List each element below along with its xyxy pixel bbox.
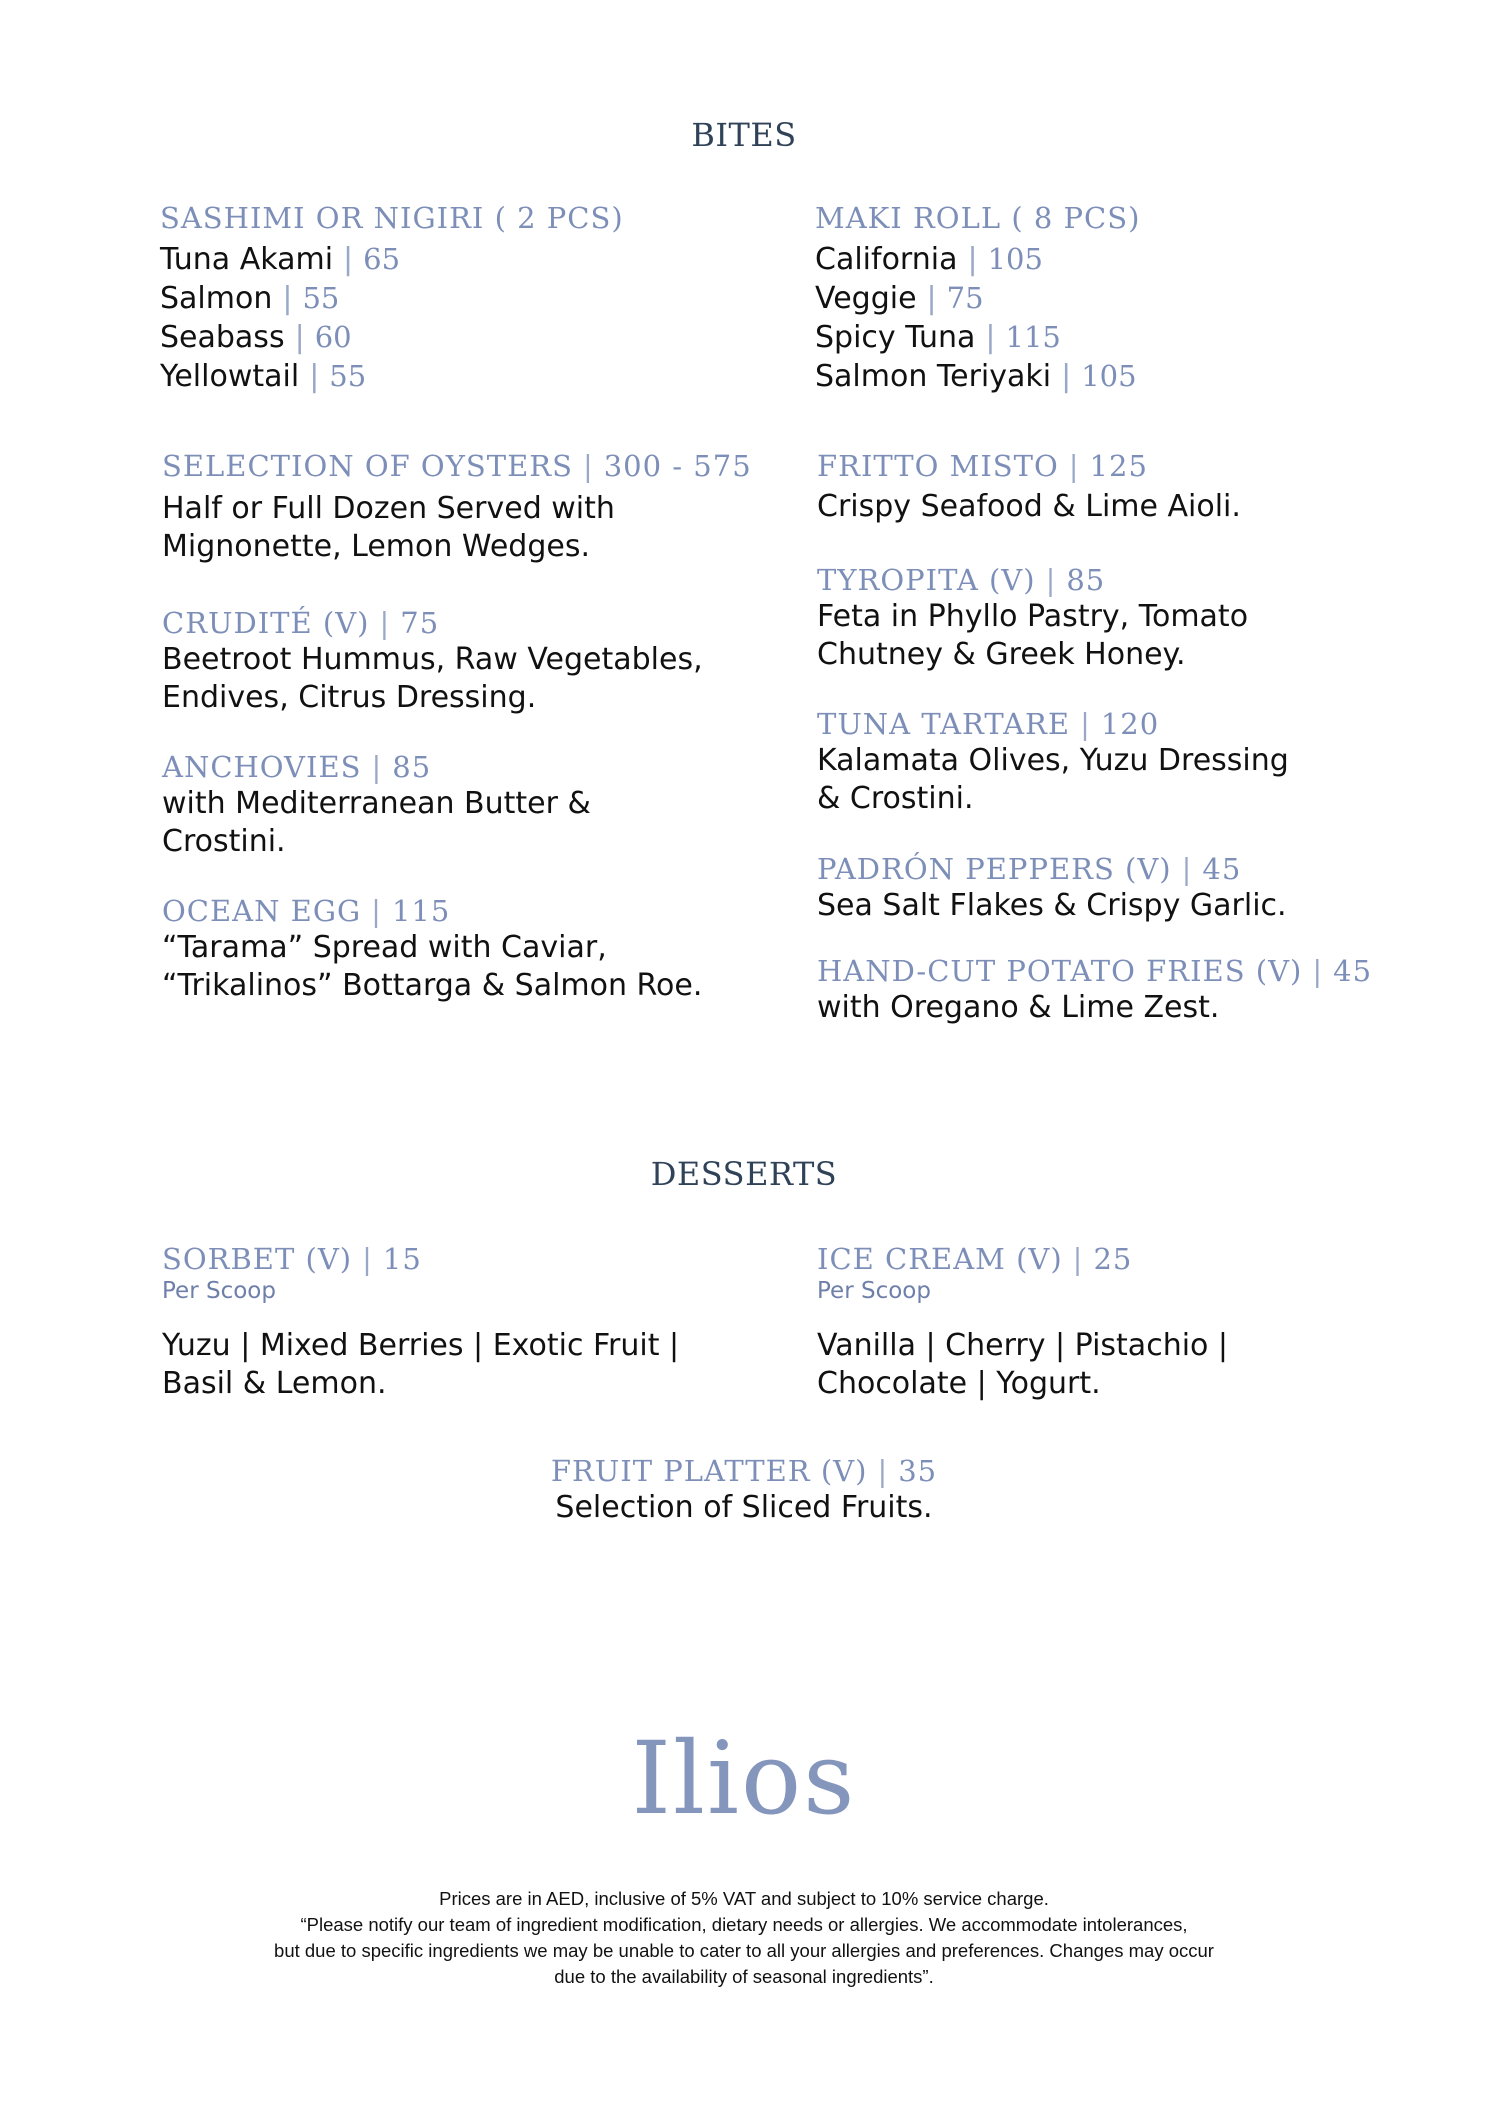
- ocean-egg-price: 115: [391, 894, 451, 928]
- bites-title: BITES: [691, 116, 797, 154]
- oysters-desc-1: Half or Full Dozen Served with: [162, 491, 615, 526]
- fruit-price: 35: [898, 1454, 938, 1488]
- fritto-item: FRITTO MISTO | 125 Crispy Seafood & Lime Aioli.: [817, 448, 1457, 526]
- anchovies-item: ANCHOVIES | 85 with Mediterranean Butter & Crostini.: [162, 749, 802, 861]
- tuna-tartare-item: TUNA TARTARE | 120 Kalamata Olives, Yuzu Dressing & Crostini.: [817, 706, 1457, 818]
- list-item: Tuna Akami | 65: [160, 242, 401, 277]
- tuna-tartare-name: TUNA TARTARE: [817, 707, 1071, 741]
- tyropita-price: 85: [1066, 563, 1106, 597]
- brand-logo: Ilios: [631, 1720, 857, 1837]
- maki-section: [815, 200, 1455, 396]
- oysters-name: SELECTION OF OYSTERS: [162, 449, 573, 483]
- fruit-desc-1: Selection of Sliced Fruits.: [555, 1490, 933, 1525]
- fries-item: HAND-CUT POTATO FRIES (V) | 45 with Oregano & Lime Zest.: [817, 953, 1457, 1027]
- tyropita-item: TYROPITA (V) | 85 Feta in Phyllo Pastry, Tomato Chutney & Greek Honey.: [817, 562, 1457, 674]
- padron-desc-1: Sea Salt Flakes & Crispy Garlic.: [817, 888, 1287, 923]
- fries-desc-1: with Oregano & Lime Zest.: [817, 990, 1220, 1025]
- ice-cream-price: 25: [1093, 1242, 1133, 1276]
- sorbet-sub: Per Scoop: [162, 1278, 276, 1304]
- footer-line-4: due to the availability of seasonal ingredients”.: [554, 1966, 934, 1987]
- desserts-title: DESSERTS: [650, 1155, 838, 1193]
- ice-cream-item: ICE CREAM (V) | 25 Per Scoop Vanilla | Cherry | Pistachio | Chocolate | Yogurt.: [817, 1241, 1457, 1403]
- list-item: Spicy Tuna | 115: [815, 320, 1061, 355]
- list-item: Seabass | 60: [160, 320, 352, 355]
- oysters-item: SELECTION OF OYSTERS | 300 - 575 Half or Full Dozen Served with Mignonette, Lemon Wedges.: [162, 448, 802, 566]
- ice-cream-desc-2: Chocolate | Yogurt.: [817, 1366, 1101, 1401]
- fritto-name: FRITTO MISTO: [817, 449, 1059, 483]
- list-item: Yellowtail | 55: [160, 359, 367, 394]
- list-item: Veggie | 75: [815, 281, 984, 316]
- crudite-price: 75: [400, 606, 440, 640]
- fries-price: 45: [1333, 954, 1373, 988]
- fruit-item: FRUIT PLATTER (V) | 35 Selection of Sliced Fruits.: [0, 1453, 1488, 1527]
- fritto-price: 125: [1089, 449, 1148, 483]
- ocean-egg-desc-2: “Trikalinos” Bottarga & Salmon Roe.: [162, 968, 703, 1003]
- ice-cream-sub: Per Scoop: [817, 1278, 931, 1304]
- anchovies-name: ANCHOVIES: [162, 750, 362, 784]
- tuna-tartare-desc-2: & Crostini.: [817, 781, 974, 816]
- crudite-item: CRUDITÉ (V) | 75 Beetroot Hummus, Raw Vegetables, Endives, Citrus Dressing.: [162, 605, 802, 717]
- fritto-desc-1: Crispy Seafood & Lime Aioli.: [817, 489, 1241, 524]
- sorbet-desc-2: Basil & Lemon.: [162, 1366, 387, 1401]
- list-item: Salmon | 55: [160, 281, 340, 316]
- padron-price: 45: [1202, 852, 1242, 886]
- crudite-desc-2: Endives, Citrus Dressing.: [162, 680, 537, 715]
- sashimi-heading: SASHIMI OR NIGIRI ( 2 PCS): [160, 201, 624, 235]
- anchovies-price: 85: [392, 750, 432, 784]
- padron-item: PADRÓN PEPPERS (V) | 45 Sea Salt Flakes & Crispy Garlic.: [817, 851, 1457, 925]
- sorbet-desc-1: Yuzu | Mixed Berries | Exotic Fruit |: [162, 1328, 680, 1363]
- sorbet-item: SORBET (V) | 15 Per Scoop Yuzu | Mixed Berries | Exotic Fruit | Basil & Lemon.: [162, 1241, 802, 1403]
- ocean-egg-name: OCEAN EGG: [162, 894, 362, 928]
- sashimi-section: [160, 200, 800, 396]
- padron-name: PADRÓN PEPPERS (V): [817, 852, 1172, 886]
- tuna-tartare-price: 120: [1100, 707, 1160, 741]
- list-item: Salmon Teriyaki | 105: [815, 359, 1137, 394]
- footer-notes: [0, 1886, 1488, 1990]
- ice-cream-name: ICE CREAM (V): [817, 1242, 1063, 1276]
- tyropita-desc-2: Chutney & Greek Honey.: [817, 637, 1186, 672]
- ocean-egg-item: OCEAN EGG | 115 “Tarama” Spread with Caviar, “Trikalinos” Bottarga & Salmon Roe.: [162, 893, 802, 1005]
- footer-line-3: but due to specific ingredients we may be unable to cater to all your allergies and preferences. Changes may occur: [274, 1940, 1214, 1961]
- oysters-desc-2: Mignonette, Lemon Wedges.: [162, 529, 590, 564]
- sorbet-name: SORBET (V): [162, 1242, 353, 1276]
- fruit-name: FRUIT PLATTER (V): [550, 1454, 868, 1488]
- crudite-desc-1: Beetroot Hummus, Raw Vegetables,: [162, 642, 703, 677]
- ice-cream-desc-1: Vanilla | Cherry | Pistachio |: [817, 1328, 1229, 1363]
- ocean-egg-desc-1: “Tarama” Spread with Caviar,: [162, 930, 607, 965]
- tyropita-desc-1: Feta in Phyllo Pastry, Tomato: [817, 599, 1249, 634]
- list-item: California | 105: [815, 242, 1043, 277]
- tuna-tartare-desc-1: Kalamata Olives, Yuzu Dressing: [817, 743, 1289, 778]
- anchovies-desc-2: Crostini.: [162, 824, 286, 859]
- anchovies-desc-1: with Mediterranean Butter &: [162, 786, 591, 821]
- tyropita-name: TYROPITA (V): [817, 563, 1036, 597]
- crudite-name: CRUDITÉ (V): [162, 606, 370, 640]
- footer-line-1: Prices are in AED, inclusive of 5% VAT and subject to 10% service charge.: [439, 1888, 1049, 1909]
- maki-heading: MAKI ROLL ( 8 PCS): [815, 201, 1141, 235]
- fries-name: HAND-CUT POTATO FRIES (V): [817, 954, 1303, 988]
- oysters-price: 300 - 575: [603, 449, 752, 483]
- footer-line-2: “Please notify our team of ingredient modification, dietary needs or allergies. We accommodate intolerances,: [300, 1914, 1188, 1935]
- sorbet-price: 15: [382, 1242, 422, 1276]
